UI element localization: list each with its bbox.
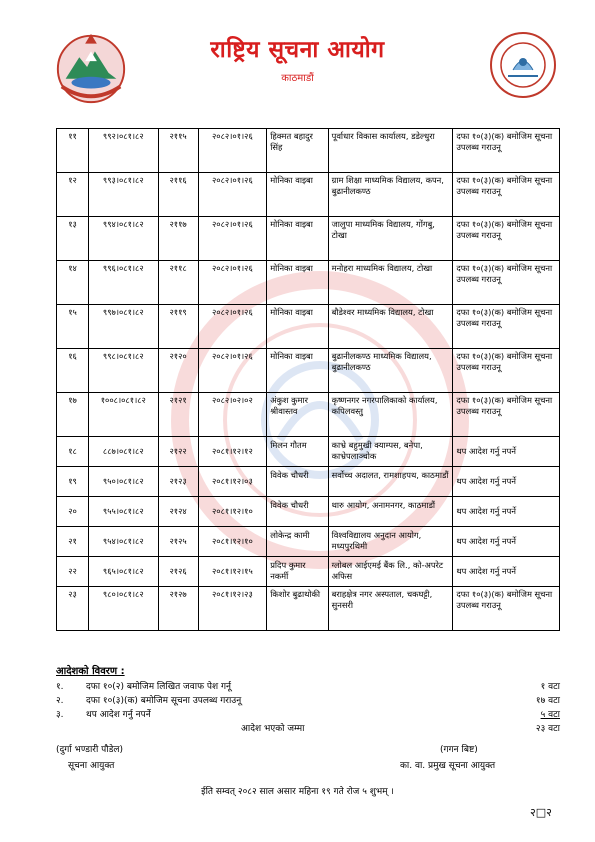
serial-number-cell: ११	[57, 129, 89, 173]
applicant-name-cell: प्रदिप कुमार नकर्मी	[267, 557, 328, 587]
serial-number-cell: १२	[57, 173, 89, 217]
table-row	[57, 305, 560, 349]
applicant-name-cell: मिलन गौतम	[267, 437, 328, 467]
order-cell: दफा १०(३)(क) बमोजिम सूचना उपलब्ध गराउनू	[453, 393, 560, 437]
applicant-name-cell: मोनिका वाइबा	[267, 173, 328, 217]
public-body-cell: कृष्णनगर नगरपालिकाको कार्यालय, कपिलवस्तु	[328, 393, 453, 437]
order-summary	[56, 663, 560, 735]
applicant-name-cell: विवेक चौधरी	[267, 497, 328, 527]
order-cell: दफा १०(३)(क) बमोजिम सूचना उपलब्ध गराउनू	[453, 305, 560, 349]
decision-number-cell: २११८	[158, 261, 198, 305]
decision-date-line: ईति सम्वत् २०८२ साल असार महिना १९ गते रोज ५ शुभम् ।	[201, 787, 394, 797]
decision-number-cell: २१२३	[158, 467, 198, 497]
registration-number-cell: ९५५।०८१।८२	[89, 497, 159, 527]
public-body-cell: बुढानीलकण्ठ माध्यमिक विद्यालय, बुढानीलकण्ठ	[328, 349, 453, 393]
registration-number-cell: ९६५।०८१।८२	[89, 557, 159, 587]
table-row	[57, 349, 560, 393]
right-signatory-name: (गगन बिष्ट)	[440, 745, 478, 755]
decision-number-cell: २१२०	[158, 349, 198, 393]
order-cell: दफा १०(३)(क) बमोजिम सूचना उपलब्ध गराउनू	[453, 173, 560, 217]
public-body-cell: पूर्वाधार विकास कार्यालय, डडेल्धुरा	[328, 129, 453, 173]
serial-number-cell: १६	[57, 349, 89, 393]
registration-number-cell: ९९८।०८१।८२	[89, 349, 159, 393]
registration-number-cell: ९९७।०८१।८२	[89, 305, 159, 349]
summary-heading: आदेशको विवरण :	[56, 666, 125, 677]
summary-item	[56, 693, 560, 707]
registration-number-cell: ९९२।०८१।८२	[89, 129, 159, 173]
page-subtitle: काठमाडौं	[281, 73, 314, 84]
order-cell: दफा १०(३)(क) बमोजिम सूचना उपलब्ध गराउनू	[453, 587, 560, 631]
decision-date-cell: २०८१।१२।१०	[198, 497, 267, 527]
summary-item-number: ३.	[56, 710, 64, 720]
decision-number-cell: २१२१	[158, 393, 198, 437]
registration-number-cell: १००८।०८१।८२	[89, 393, 159, 437]
public-body-cell: ग्लोबल आईएमई बैंक लि., को-अपरेट अफिस	[328, 557, 453, 587]
decision-number-cell: २१२५	[158, 527, 198, 557]
page-title: राष्ट्रिय सूचना आयोग	[210, 37, 385, 63]
public-body-cell: थारु आयोग, अनामनगर, काठमाडौं	[328, 497, 453, 527]
decision-date-cell: २०८१।१२।१५	[198, 557, 267, 587]
table-row	[57, 173, 560, 217]
decision-number-cell: २११७	[158, 217, 198, 261]
order-cell: थप आदेश गर्नु नपर्ने	[453, 527, 560, 557]
table-row	[57, 437, 560, 467]
order-cell: दफा १०(३)(क) बमोजिम सूचना उपलब्ध गराउनू	[453, 349, 560, 393]
decision-date-cell: २०८२।०१।२६	[198, 217, 267, 261]
registration-number-cell: ९९३।०८१।८२	[89, 173, 159, 217]
applicant-name-cell: मोनिका वाइबा	[267, 305, 328, 349]
public-body-cell: बराहक्षेत्र नगर अस्पताल, चकघट्टी, सुनसरी	[328, 587, 453, 631]
serial-number-cell: १८	[57, 437, 89, 467]
right-signatory-title: का. वा. प्रमुख सूचना आयुक्त	[400, 761, 496, 771]
table-row	[57, 467, 560, 497]
summary-total	[56, 721, 560, 735]
table-row	[57, 527, 560, 557]
serial-number-cell: २१	[57, 527, 89, 557]
table-row	[57, 587, 560, 631]
serial-number-cell: १९	[57, 467, 89, 497]
table-row	[57, 497, 560, 527]
public-body-cell: जालुपा माध्यमिक विद्यालय, गोंगबु, टोखा	[328, 217, 453, 261]
left-signatory-title: सूचना आयुक्त	[68, 761, 115, 771]
decision-number-cell: २१२६	[158, 557, 198, 587]
summary-item	[56, 679, 560, 693]
decision-date-cell: २०८१।१२।२३	[198, 587, 267, 631]
applicant-name-cell: हिक्मत बहादुर सिंह	[267, 129, 328, 173]
applicant-name-cell: विवेक चौधरी	[267, 467, 328, 497]
registration-number-cell: ९९४।०८१।८२	[89, 217, 159, 261]
registration-number-cell: ९८०।०८१।८२	[89, 587, 159, 631]
commission-seal-logo	[488, 30, 558, 100]
summary-item-number: १.	[56, 682, 64, 692]
applicant-name-cell: अंकुश कुमार श्रीवास्तव	[267, 393, 328, 437]
summary-item-text: थप आदेश गर्नु नपर्ने	[86, 710, 151, 720]
decision-date-cell: २०८२।०१।२६	[198, 349, 267, 393]
summary-item-count: ५ वटा	[540, 710, 560, 720]
applicant-name-cell: मोनिका वाइबा	[267, 261, 328, 305]
serial-number-cell: १५	[57, 305, 89, 349]
decisions-table-body	[57, 129, 560, 631]
decision-number-cell: २११६	[158, 173, 198, 217]
applicant-name-cell: लोकेन्द्र कामी	[267, 527, 328, 557]
registration-number-cell: ९५०।०८१।८२	[89, 467, 159, 497]
decisions-table	[56, 128, 560, 631]
decision-date-cell: २०८१।१२।१२	[198, 437, 267, 467]
public-body-cell: सर्वोच्च अदालत, रामशाहपथ, काठमाडौं	[328, 467, 453, 497]
public-body-cell: काभ्रे बहुमुखी क्याम्पस, बनेपा, काभ्रेपलाञ्चोक	[328, 437, 453, 467]
left-signatory-name: (दुर्गा भण्डारी पौडेल)	[56, 745, 124, 755]
decision-date-cell: २०८२।०२।०२	[198, 393, 267, 437]
table-row	[57, 393, 560, 437]
table-row	[57, 217, 560, 261]
order-cell: दफा १०(३)(क) बमोजिम सूचना उपलब्ध गराउनू	[453, 217, 560, 261]
page-number: २□२	[530, 806, 552, 819]
serial-number-cell: २२	[57, 557, 89, 587]
summary-item	[56, 707, 560, 721]
summary-item-count: १७ वटा	[535, 696, 560, 706]
decision-number-cell: २११५	[158, 129, 198, 173]
serial-number-cell: १४	[57, 261, 89, 305]
decision-number-cell: २११९	[158, 305, 198, 349]
table-row	[57, 261, 560, 305]
registration-number-cell: ९५४।०८१।८२	[89, 527, 159, 557]
decision-date-cell: २०८२।०१।२६	[198, 261, 267, 305]
serial-number-cell: १७	[57, 393, 89, 437]
applicant-name-cell: किशोर बुढाथोकी	[267, 587, 328, 631]
summary-total-label: आदेश भएको जम्मा	[241, 724, 305, 734]
decision-number-cell: २१२४	[158, 497, 198, 527]
serial-number-cell: २०	[57, 497, 89, 527]
order-cell: थप आदेश गर्नु नपर्ने	[453, 437, 560, 467]
summary-item-text: दफा १०(२) बमोजिम लिखित जवाफ पेश गर्नू	[86, 682, 232, 692]
summary-item-number: २.	[56, 696, 64, 706]
registration-number-cell: ८८७।०८१।८२	[89, 437, 159, 467]
table-row	[57, 557, 560, 587]
decision-date-cell: २०८१।१२।१०	[198, 527, 267, 557]
serial-number-cell: १३	[57, 217, 89, 261]
public-body-cell: ग्राम शिक्षा माध्यमिक विद्यालय, कपन, बुढानीलकण्ठ	[328, 173, 453, 217]
decision-number-cell: २१२७	[158, 587, 198, 631]
table-row	[57, 129, 560, 173]
summary-item-count: १ वटा	[540, 682, 560, 692]
order-cell: थप आदेश गर्नु नपर्ने	[453, 557, 560, 587]
public-body-cell: बौडेश्वर माध्यमिक विद्यालय, टोखा	[328, 305, 453, 349]
serial-number-cell: २३	[57, 587, 89, 631]
public-body-cell: विश्वविद्यालय अनुदान आयोग, मध्यपुरथिमी	[328, 527, 453, 557]
decision-date-cell: २०८२।०१।२६	[198, 129, 267, 173]
public-body-cell: मनोहरा माध्यमिक विद्यालय, टोखा	[328, 261, 453, 305]
decision-date-cell: २०८१।१२।०३	[198, 467, 267, 497]
decision-date-cell: २०८२।०१।२६	[198, 305, 267, 349]
summary-total-count: २३ वटा	[535, 724, 560, 734]
order-cell: थप आदेश गर्नु नपर्ने	[453, 497, 560, 527]
decision-date-cell: २०८२।०१।२६	[198, 173, 267, 217]
summary-item-text: दफा १०(३)(क) बमोजिम सूचना उपलब्ध गराउनू	[86, 696, 242, 706]
order-cell: दफा १०(३)(क) बमोजिम सूचना उपलब्ध गराउनू	[453, 261, 560, 305]
applicant-name-cell: मोनिका वाइबा	[267, 217, 328, 261]
applicant-name-cell: मोनिका वाइबा	[267, 349, 328, 393]
registration-number-cell: ९९६।०८१।८२	[89, 261, 159, 305]
order-cell: दफा १०(३)(क) बमोजिम सूचना उपलब्ध गराउनू	[453, 129, 560, 173]
order-cell: थप आदेश गर्नु नपर्ने	[453, 467, 560, 497]
decision-number-cell: २१२२	[158, 437, 198, 467]
